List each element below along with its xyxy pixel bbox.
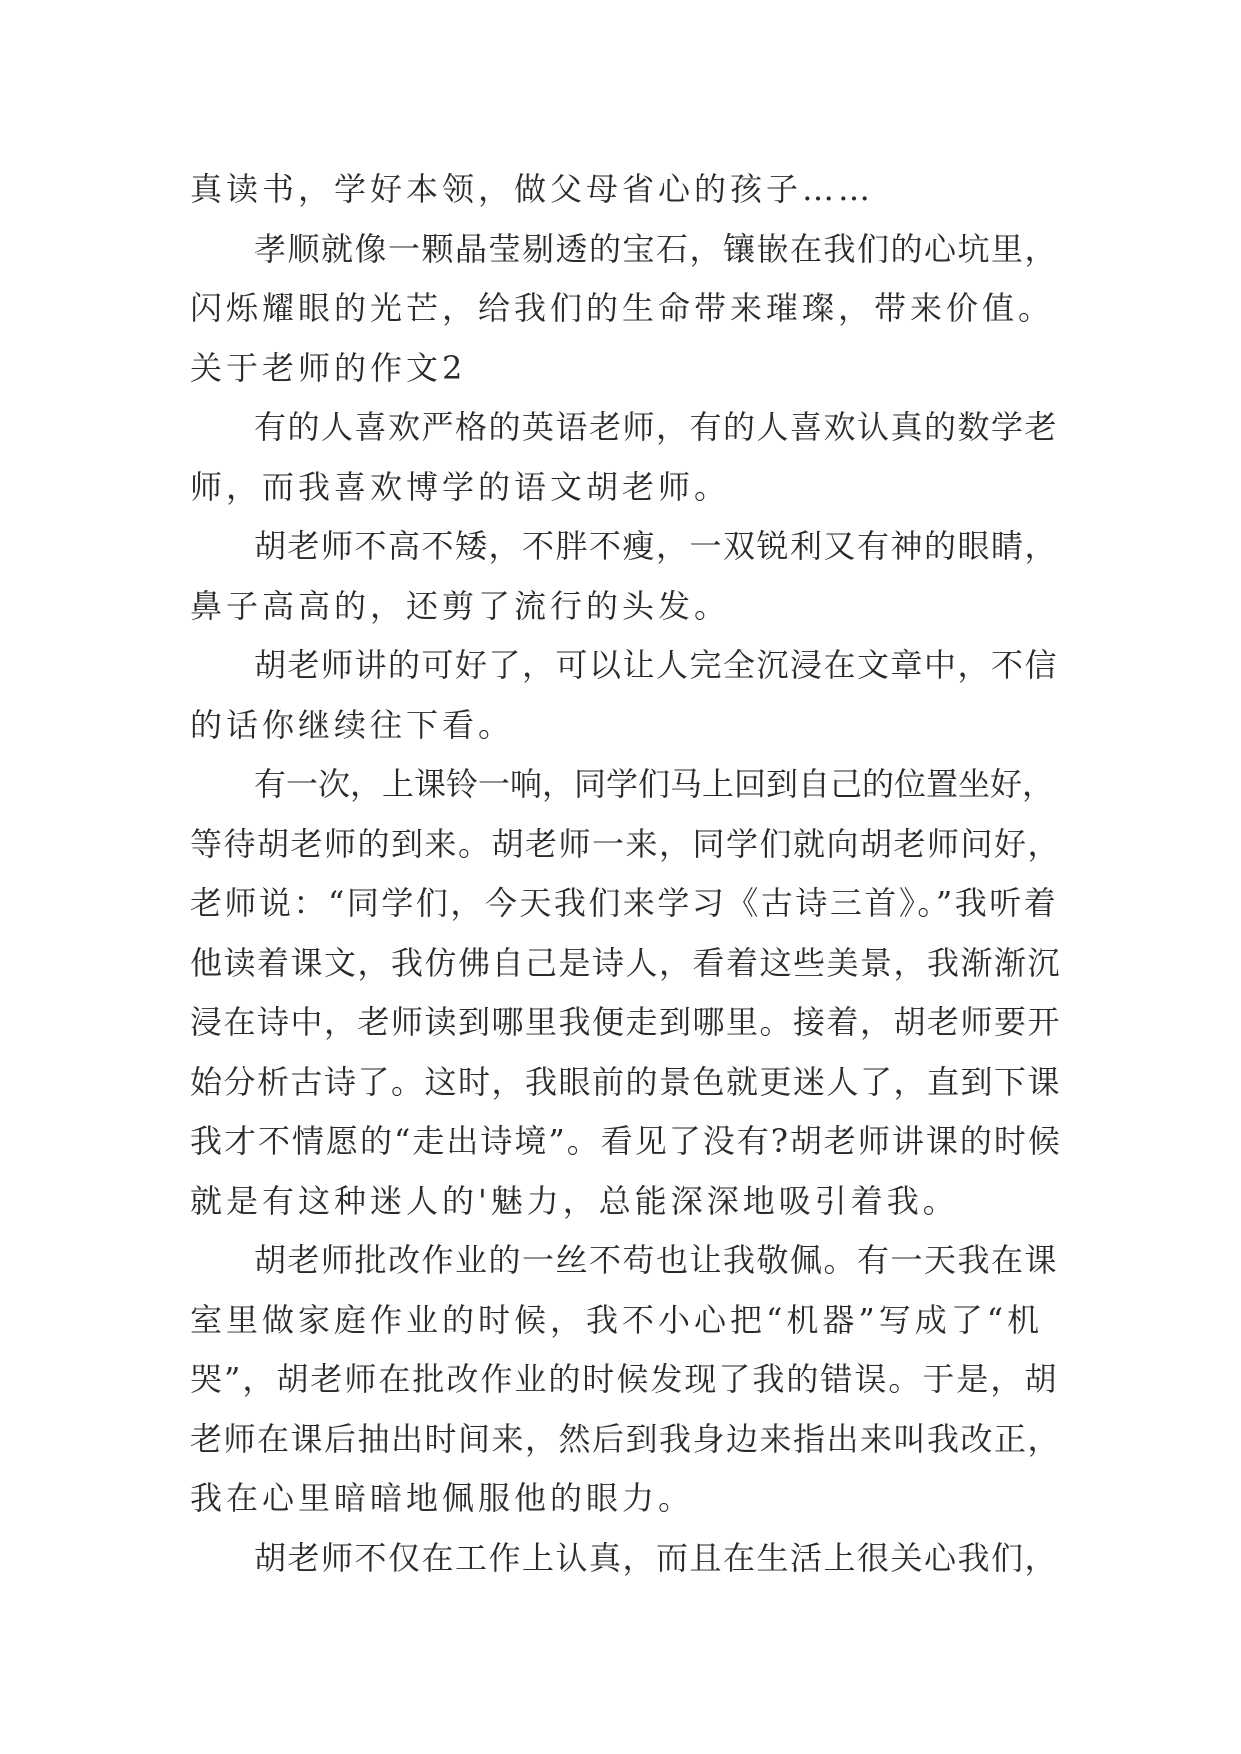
text-line: 老师在课后抽出时间来，然后到我身边来指出来叫我改正，: [190, 1419, 1062, 1458]
paragraph-start-line: 有一次，上课铃一响，同学们马上回到自己的位置坐好，: [254, 765, 1055, 803]
text-line: 的话你继续往下看。: [190, 705, 515, 744]
text-line: 老师说：“同学们，今天我们来学习《古诗三首》。”我听着: [190, 884, 1059, 922]
text-line: 就是有这种迷人的'魅力，总能深深地吸引着我。: [190, 1181, 959, 1220]
text-line: 师，而我喜欢博学的语文胡老师。: [190, 467, 731, 506]
paragraph-start-line: 有的人喜欢严格的英语老师，有的人喜欢认真的数学老: [254, 408, 1059, 446]
paragraph-start-line: 胡老师不高不矮，不胖不瘦，一双锐利又有神的眼睛，: [254, 527, 1059, 565]
document-body: [190, 160, 1065, 1588]
text-line: 等待胡老师的到来。胡老师一来，同学们就向胡老师问好，: [190, 824, 1062, 863]
text-line: 哭”，胡老师在批改作业的时候发现了我的错误。于是，胡: [190, 1360, 1059, 1398]
text-line: 我在心里暗暗地佩服他的眼力。: [190, 1479, 695, 1517]
text-line: 他读着课文，我仿佛自己是诗人，看着这些美景，我渐渐沉: [190, 943, 1062, 982]
text-line: 室里做家庭作业的时候，我不小心把“机器”写成了“机: [190, 1300, 1044, 1339]
paragraph-start-line: 胡老师批改作业的一丝不苟也让我敬佩。有一天我在课: [254, 1241, 1059, 1279]
text-line: 始分析古诗了。这时，我眼前的景色就更迷人了，直到下课: [190, 1062, 1062, 1101]
paragraph-start-line: 胡老师不仅在工作上认真，而且在生活上很关心我们，: [254, 1538, 1059, 1577]
section-title: 关于老师的作文2: [190, 348, 467, 387]
text-line: 闪烁耀眼的光芒，给我们的生命带来璀璨，带来价值。: [190, 289, 1055, 327]
paragraph-start-line: 孝顺就像一颗晶莹剔透的宝石，镶嵌在我们的心坑里，: [254, 229, 1059, 268]
paragraph-start-line: 胡老师讲的可好了，可以让人完全沉浸在文章中，不信: [254, 646, 1059, 684]
text-line: 浸在诗中，老师读到哪里我便走到哪里。接着，胡老师要开: [190, 1003, 1062, 1041]
text-line: 我才不情愿的“走出诗境”。看见了没有?胡老师讲课的时候: [190, 1122, 1062, 1160]
text-line: 鼻子高高的，还剪了流行的头发。: [190, 586, 731, 625]
text-line: 真读书，学好本领，做父母省心的孩子……: [190, 170, 875, 208]
